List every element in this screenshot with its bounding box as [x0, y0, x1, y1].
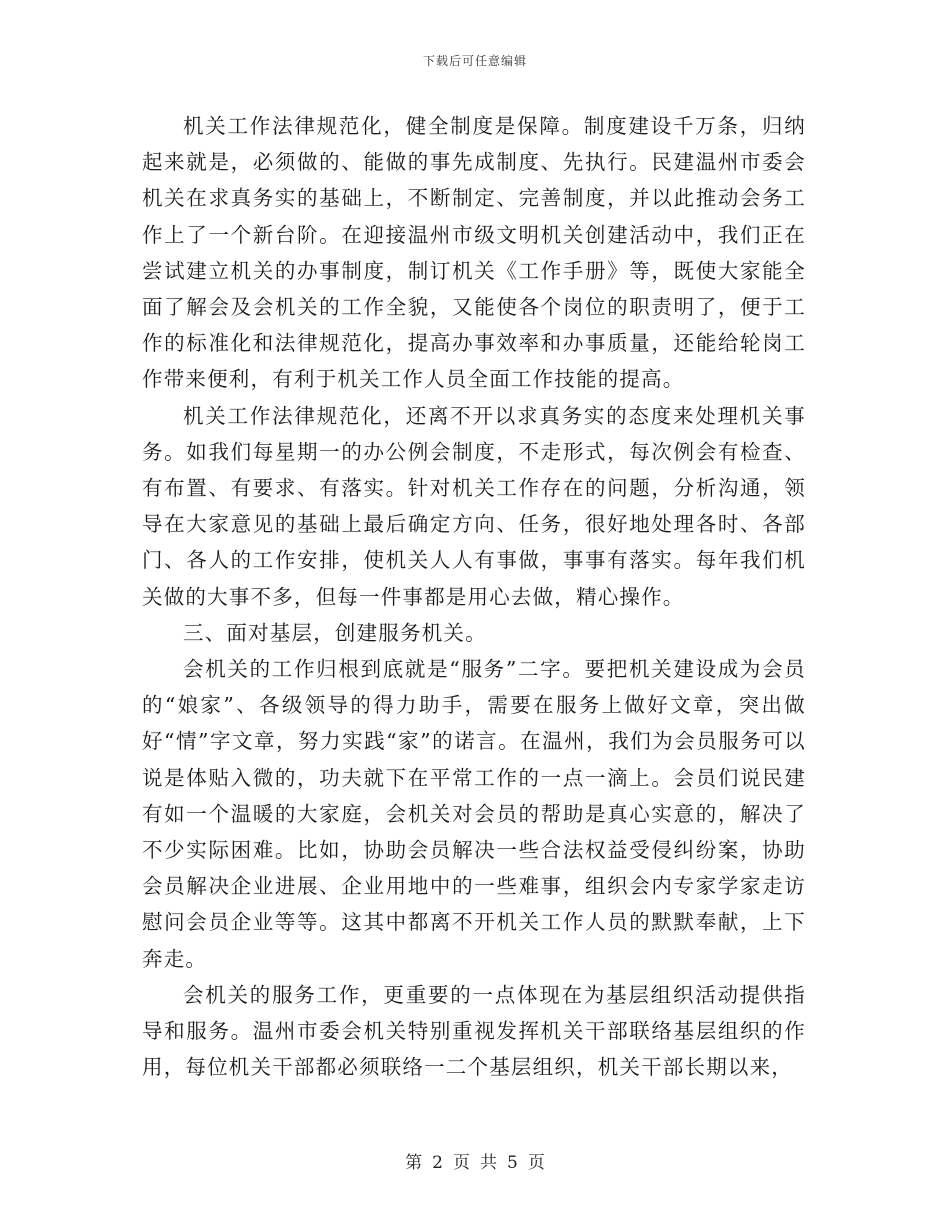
paragraph-institution-norms: 机关工作法律规范化，健全制度是保障。制度建设千万条，归纳起来就是，必须做的、能做的事先成制度、先执行。民建温州市委会机关在求真务实的基础上，不断制定、完善制度，并以此推动会务工作上了一个新台阶。在迎接温州市级文明机关创建活动中，我们正在尝试建立机关的办事制度，制订机关《工作手册》等，既使大家能全面了解会及会机关的工作全貌，又能使各个岗位的职责明了，便于工作的标准化和法律规范化，提高办事效率和办事质量，还能给轮岗工作带来便利，有利于机关工作人员全面工作技能的提高。 [142, 114, 806, 392]
footer-total-pages: 5 [507, 1153, 518, 1173]
paragraph-service-members: 会机关的工作归根到底就是“服务”二字。要把机关建设成为会员的“娘家”、各级领导的得力助手，需要在服务上做好文章，突出做好“情”字文章，努力实践“家”的诺言。在温州，我们为会员服务可以说是体贴入微的，功夫就下在平常工作的一点一滴上。会员们说民建有如一个温暖的大家庭，会机关对会员的帮助是真心实意的，解决了不少实际困难。比如，协助会员解决一些合法权益受侵纠纷案，协助会员解决企业进展、企业用地中的一些难事，组织会内专家学家走访慰问会员企业等等。这其中都离不开机关工作人员的默默奉献，上下奔走。 [142, 657, 806, 971]
footer-label-total: 共 [480, 1153, 497, 1173]
footer-label-unit-end: 页 [527, 1153, 545, 1173]
section-heading-service-agency: 三、面对基层，创建服务机关。 [183, 620, 487, 645]
paragraph-pragmatic-attitude: 机关工作法律规范化，还离不开以求真务实的态度来处理机关事务。如我们每星期一的办公例会制度，不走形式，每次例会有检查、有布置、有要求、有落实。针对机关工作存在的问题，分析沟通，领导在大家意见的基础上最后确定方向、任务，很好地处理各时、各部门、各人的工作安排，使机关人人有事做，事事有落实。每年我们机关做的大事不多，但每一件事都是用心去做，精心操作。 [142, 403, 806, 609]
footer-label-unit: 页 [453, 1153, 470, 1173]
paragraph-grassroots-guidance: 会机关的服务工作，更重要的一点体现在为基层组织活动提供指导和服务。温州市委会机关特别重视发挥机关干部联络基层组织的作用，每位机关干部都必须联络一二个基层组织，机关干部长期以来， [142, 982, 806, 1080]
footer-label-page: 第 [405, 1153, 423, 1173]
page-header-note: 下载后可任意编辑 [422, 54, 527, 68]
footer-current-page: 2 [432, 1153, 443, 1173]
document-body [142, 108, 806, 1085]
page-footer [0, 1148, 950, 1173]
